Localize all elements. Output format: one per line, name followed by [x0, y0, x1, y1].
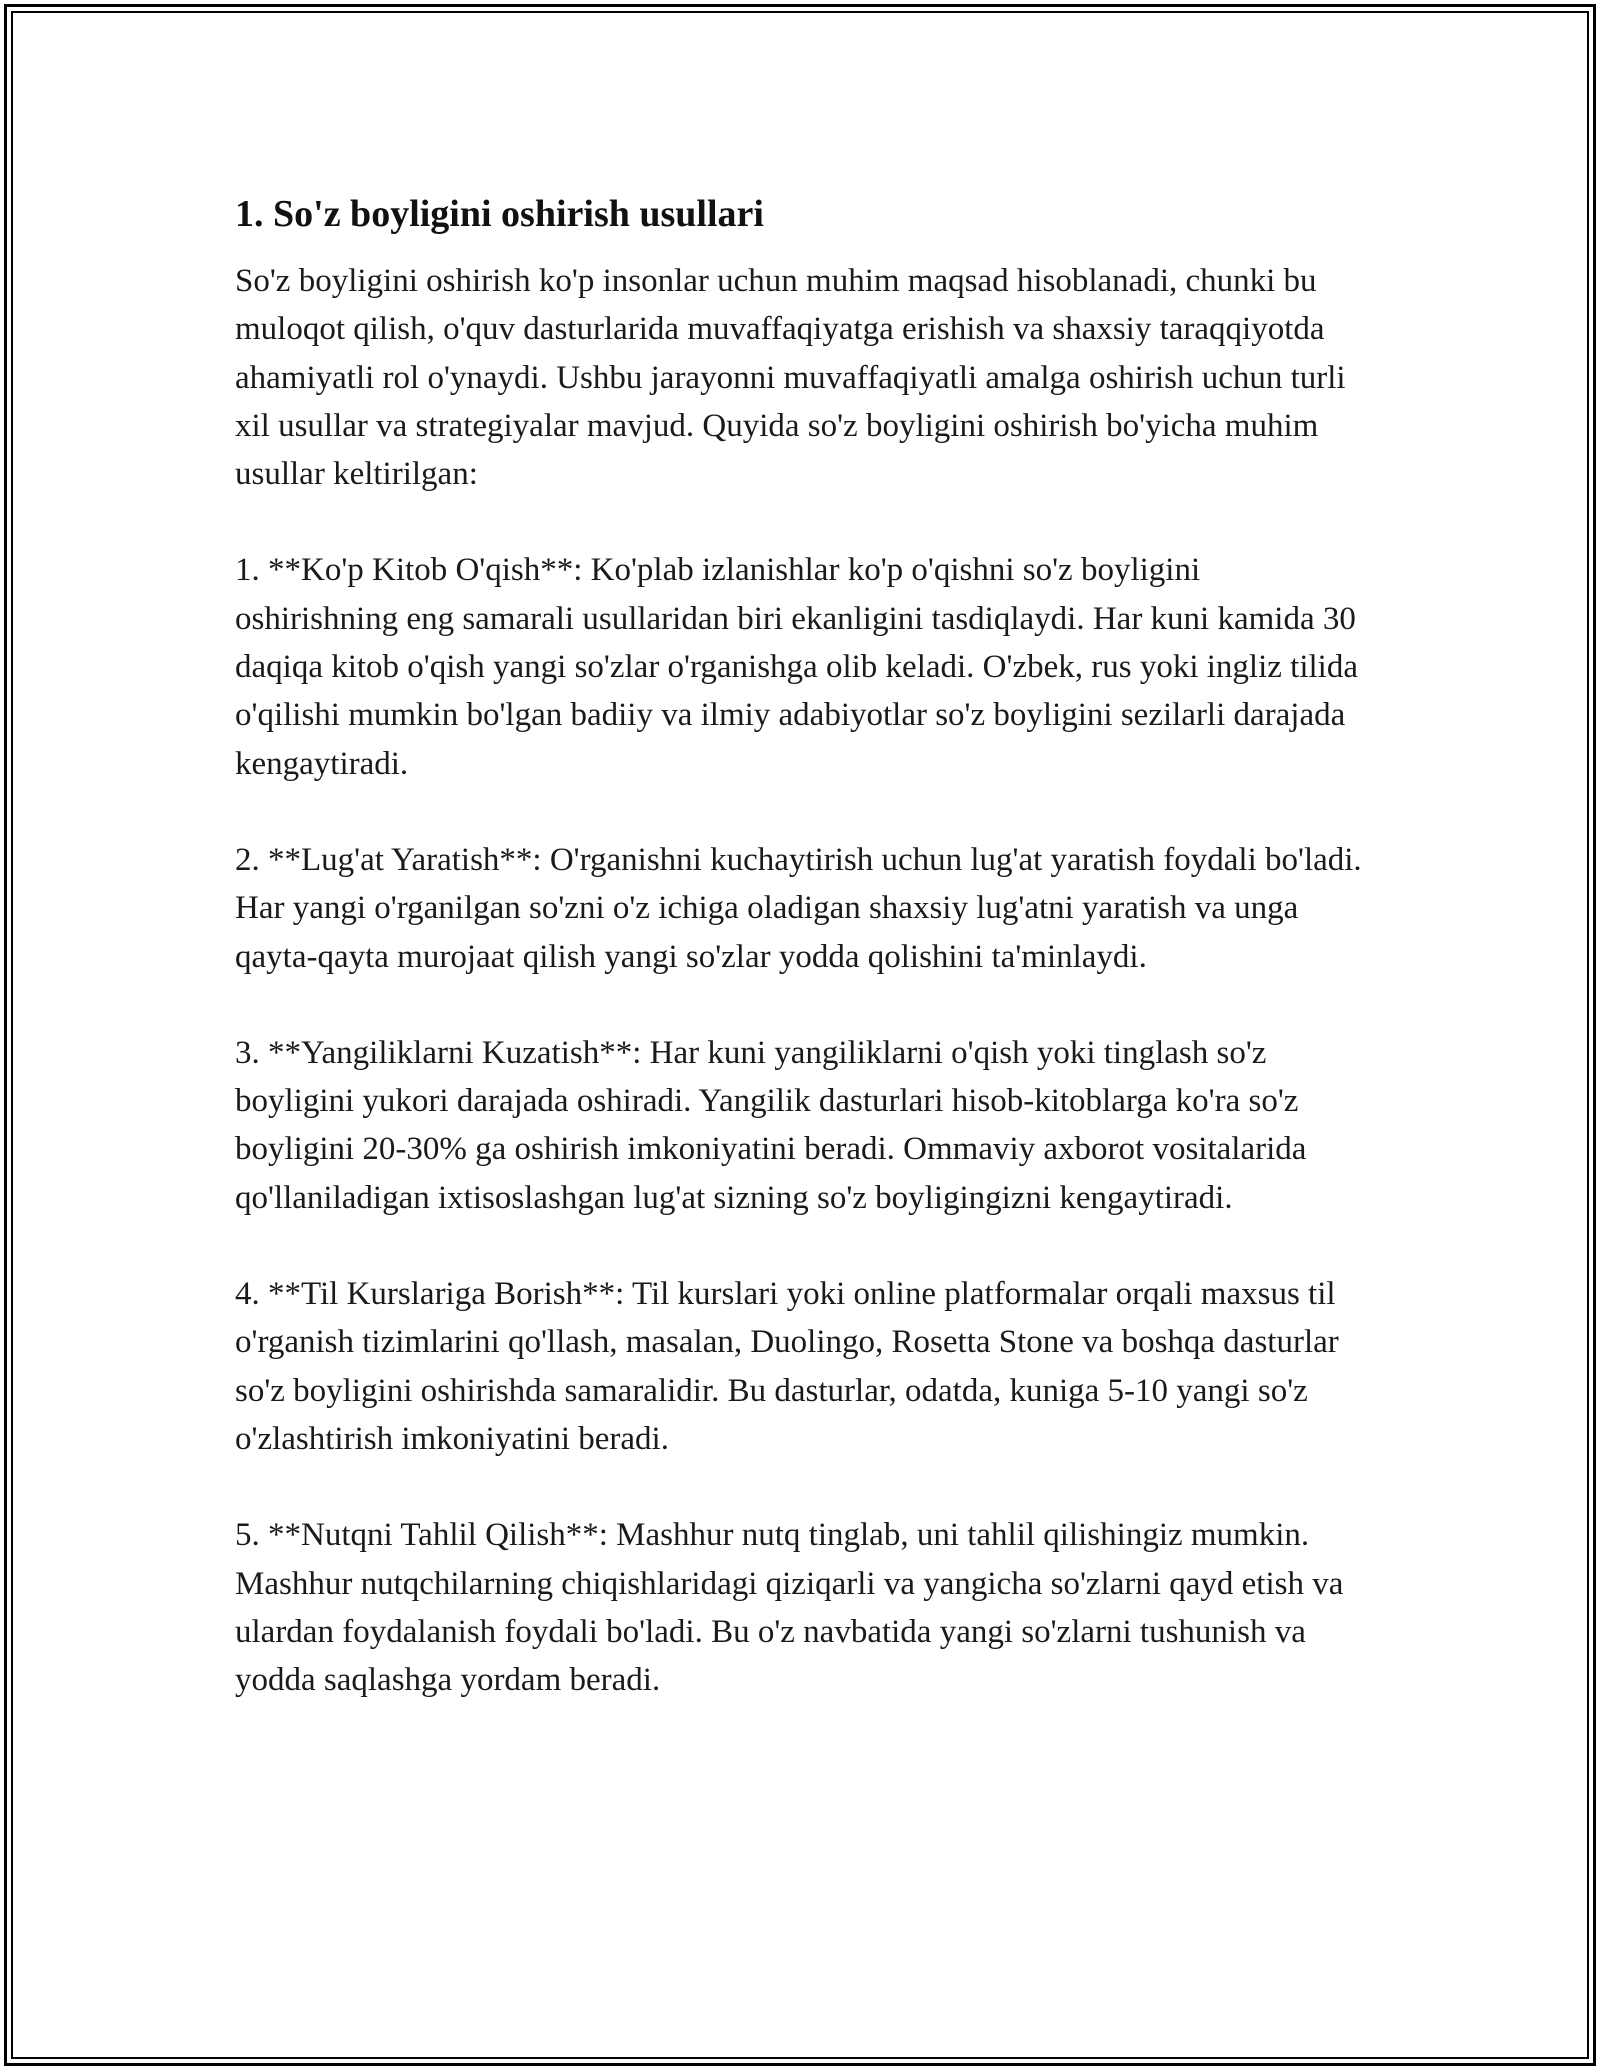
list-item-news: 3. **Yangiliklarni Kuzatish**: Har kuni yangiliklarni o'qish yoki tinglash so'z boyligini yukori darajada oshiradi. Yangilik dasturlari hisob-kitoblarga ko'ra so'z boyligini 20-30% ga oshirish imkoniyatini beradi. Ommaviy axborot vositalarida qo'llaniladigan ixtisoslashgan lug'at sizning so'z boyligingizni kengaytiradi. — [235, 1034, 1307, 1216]
list-item-vocabulary: 2. **Lug'at Yaratish**: O'rganishni kuchaytirish uchun lug'at yaratish foydali bo'ladi. Har yangi o'rganilgan so'zni o'z ichiga oladigan shaxsiy lug'atni yaratish va unga qayta-qayta murojaat qilish yangi so'zlar yodda qolishini ta'minlaydi. — [235, 841, 1362, 975]
section-heading: 1. So'z boyligini oshirish usullari — [235, 193, 764, 235]
document-body — [235, 185, 1365, 1704]
list-item-courses: 4. **Til Kurslariga Borish**: Til kurslari yoki online platformalar orqali maxsus til o'rganish tizimlarini qo'llash, masalan, Duolingo, Rosetta Stone va boshqa dasturlar so'z boyligini oshirishda samaralidir. Bu dasturlar, odatda, kuniga 5-10 yangi so'z o'zlashtirish imkoniyatini beradi. — [235, 1276, 1339, 1457]
list-item-speech: 5. **Nutqni Tahlil Qilish**: Mashhur nutq tinglab, uni tahlil qilishingiz mumkin. Mashhur nutqchilarning chiqishlaridagi qiziqarli va yangicha so'zlarni qayd etish va ulardan foydalanish foydali bo'ladi. Bu o'z navbatida yangi so'zlarni tushunish va yodda saqlashga yordam beradi. — [235, 1517, 1344, 1699]
list-item-reading: 1. **Ko'p Kitob O'qish**: Ko'plab izlanishlar ko'p o'qishni so'z boyligini oshirishning eng samarali usullaridan biri ekanligini tasdiqlaydi. Har kuni kamida 30 daqiqa kitob o'qish yangi so'zlar o'rganishga olib keladi. O'zbek, rus yoki ingliz tilida o'qilishi mumkin bo'lgan badiiy va ilmiy adabiyotlar so'z boyligini sezilarli darajada kengaytiradi. — [235, 552, 1358, 782]
intro-paragraph: So'z boyligini oshirish ko'p insonlar uchun muhim maqsad hisoblanadi, chunki bu muloqot qilish, o'quv dasturlarida muvaffaqiyatga erishish va shaxsiy taraqqiyotda ahamiyatli rol o'ynaydi. Ushbu jarayonni muvaffaqiyatli amalga oshirish uchun turli xil usullar va strategiyalar mavjud. Quyida so'z boyligini oshirish bo'yicha muhim usullar keltirilgan: — [235, 263, 1346, 493]
